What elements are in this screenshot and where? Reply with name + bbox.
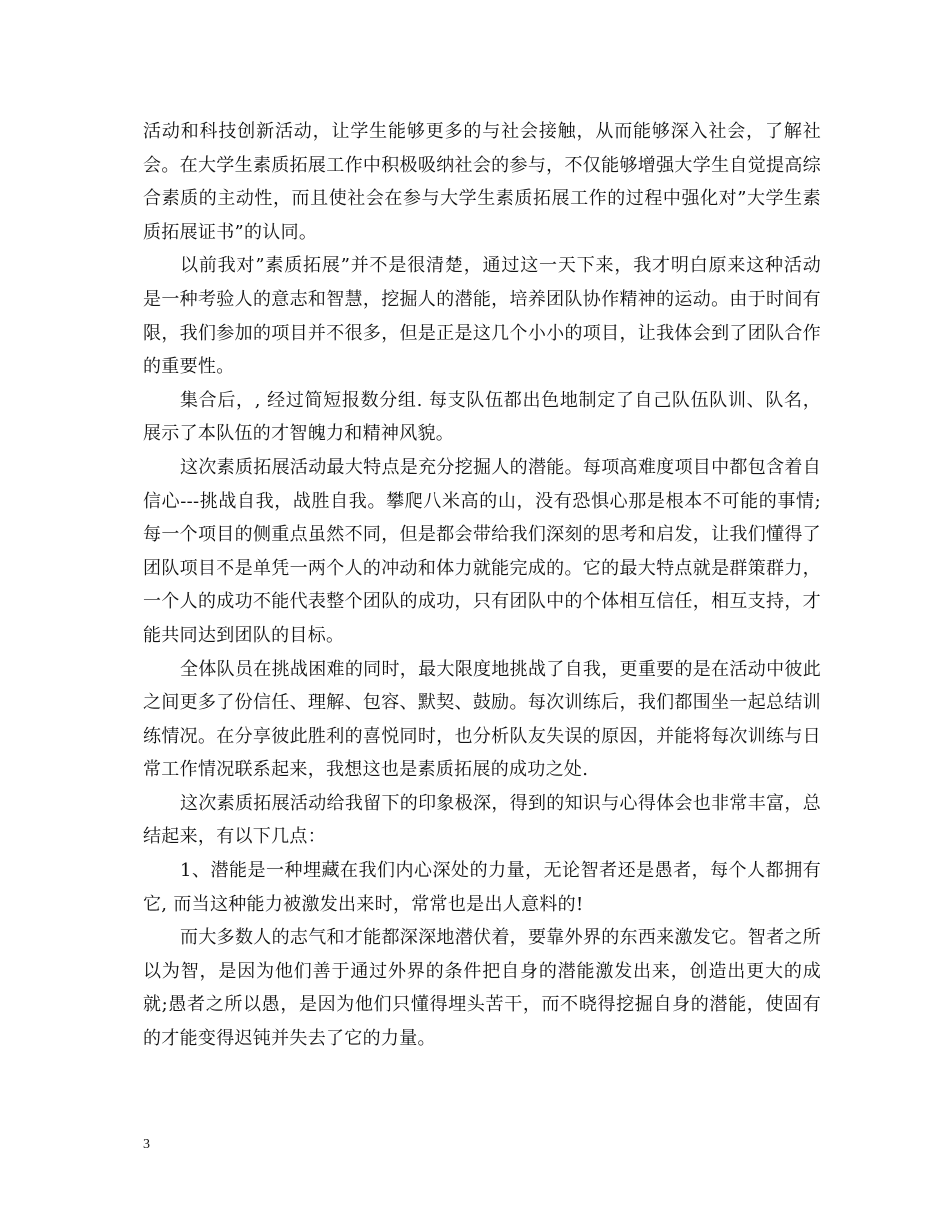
- paragraph-6: 这次素质拓展活动给我留下的印象极深，得到的知识与心得体会也非常丰富，总结起来，有以下几点：: [143, 792, 821, 848]
- document-body: [143, 115, 821, 1056]
- paragraph-1: 活动和科技创新活动，让学生能够更多的与社会接触，从而能够深入社会，了解社会。在大学生素质拓展工作中积极吸纳社会的参与，不仅能够增强大学生自觉提高综合素质的主动性，而且使社会在参与大学生素质拓展工作的过程中强化对”大学生素质拓展证书”的认同。: [143, 121, 821, 243]
- paragraph-5: 全体队员在挑战困难的同时，最大限度地挑战了自我，更重要的是在活动中彼此之间更多了份信任、理解、包容、默契、鼓励。每次训练后，我们都围坐一起总结训练情况。在分享彼此胜利的喜悦同时，也分析队友失误的原因，并能将每次训练与日常工作情况联系起来，我想这也是素质拓展的成功之处.: [143, 658, 821, 781]
- paragraph-4: 这次素质拓展活动最大特点是充分挖掘人的潜能。每项高难度项目中都包含着自信心---挑战自我，战胜自我。攀爬八米高的山，没有恐惧心那是根本不可能的事情;每一个项目的侧重点虽然不同，但是都会带给我们深刻的思考和启发，让我们懂得了团队项目不是单凭一两个人的冲动和体力就能完成的。它的最大特点就是群策群力，一个人的成功不能代表整个团队的成功，只有团队中的个体相互信任，相互支持，才能共同达到团队的目标。: [143, 456, 821, 646]
- paragraph-8: 而大多数人的志气和才能都深深地潜伏着，要靠外界的东西来激发它。智者之所以为智，是因为他们善于通过外界的条件把自身的潜能激发出来，创造出更大的成就;愚者之所以愚，是因为他们只懂得埋头苦干，而不晓得挖掘自身的潜能，使固有的才能变得迟钝并失去了它的力量。: [143, 927, 821, 1050]
- paragraph-7: 1、潜能是一种埋藏在我们内心深处的力量，无论智者还是愚者，每个人都拥有它, 而当这种能力被激发出来时，常常也是出人意料的!: [143, 860, 821, 915]
- paragraph-3: 集合后，, 经过简短报数分组. 每支队伍都出色地制定了自己队伍队训、队名，展示了本队伍的才智魄力和精神风貌。: [143, 389, 821, 445]
- paragraph-2: 以前我对”素质拓展”并不是很清楚，通过这一天下来，我才明白原来这种活动是一种考验人的意志和智慧，挖掘人的潜能，培养团队协作精神的运动。由于时间有限，我们参加的项目并不很多，但是正是这几个小小的项目，让我体会到了团队合作的重要性。: [143, 255, 821, 378]
- page-number: 3: [143, 1137, 150, 1152]
